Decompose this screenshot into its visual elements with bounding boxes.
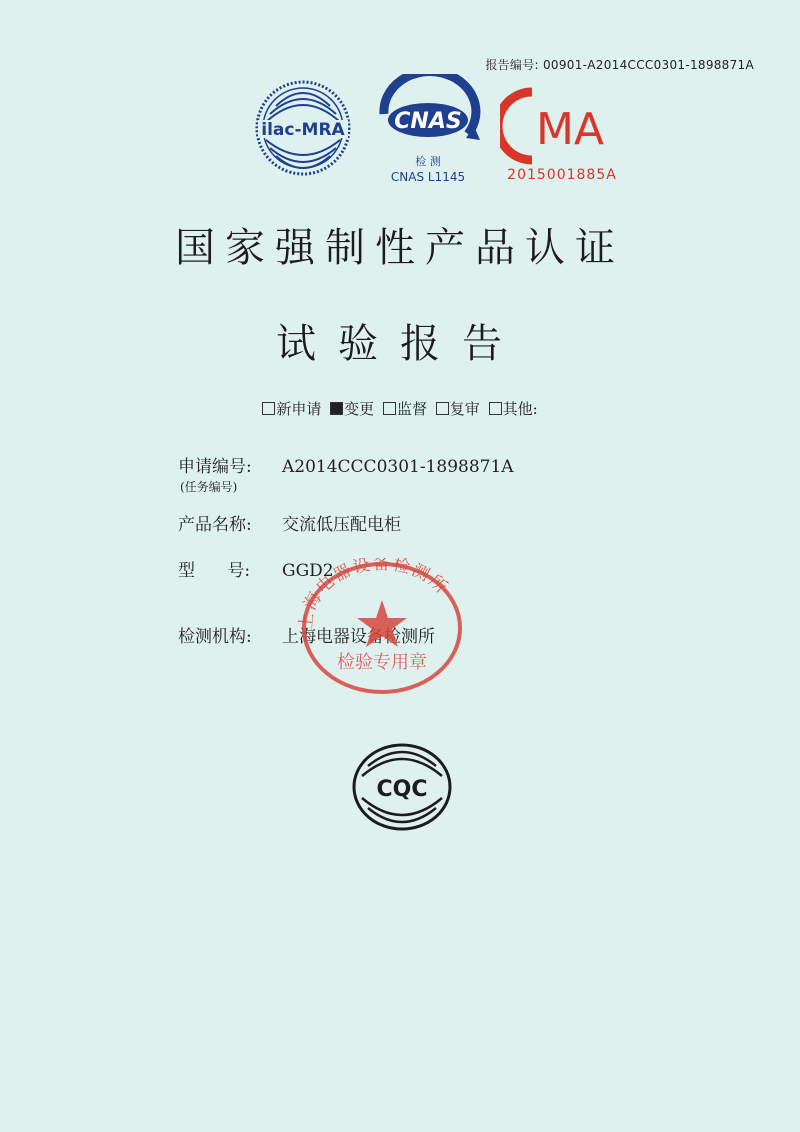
- testing-institution-label: 检测机构:: [178, 627, 252, 647]
- accreditation-logos: [0, 0, 800, 200]
- cqc-logo-text: CQC: [376, 777, 428, 802]
- cnas-sub-cn: 检 测: [415, 155, 441, 168]
- option-new-application[interactable]: 新申请: [262, 398, 321, 419]
- svg-text:上海电器设备检测所: 上海电器设备检测所: [296, 558, 453, 631]
- option-change[interactable]: 变更: [330, 398, 374, 419]
- report-subtitle: 试验报告: [276, 321, 524, 367]
- cnas-logo: [370, 74, 490, 186]
- application-number-label: 申请编号:: [178, 457, 252, 477]
- cma-logo: [500, 80, 630, 184]
- option-other[interactable]: 其他:: [489, 398, 538, 419]
- checked-box-icon: [330, 402, 343, 415]
- model-label: 型 号:: [178, 561, 251, 581]
- model-value: GGD2: [282, 561, 334, 581]
- certificate-title: 国家强制性产品认证: [175, 225, 625, 271]
- testing-institution-value: 上海电器设备检测所: [282, 627, 435, 647]
- svg-text:检验专用章: 检验专用章: [337, 652, 427, 673]
- product-name-field: [178, 510, 401, 535]
- checkbox-icon: [262, 402, 275, 415]
- application-type-options: [0, 398, 800, 419]
- cqc-logo: [350, 742, 454, 836]
- checkbox-icon: [383, 402, 396, 415]
- ilac-logo-text: ilac-MRA: [261, 120, 345, 140]
- cnas-logo-text: CNAS: [394, 109, 462, 134]
- cnas-code: CNAS L1145: [390, 170, 466, 184]
- task-number-label: (任务编号): [180, 480, 238, 494]
- official-seal-stamp: [296, 558, 468, 702]
- application-number-field: [178, 452, 514, 477]
- cma-logo-text: MA: [535, 104, 605, 155]
- cma-code: 2015001885A: [507, 167, 617, 183]
- report-number: 报告编号: 00901-A2014CCC0301-1898871A: [485, 58, 754, 72]
- application-number-value: A2014CCC0301-1898871A: [282, 457, 514, 477]
- product-name-label: 产品名称:: [178, 515, 252, 535]
- ilac-mra-logo: [244, 78, 362, 178]
- option-review[interactable]: 复审: [436, 398, 480, 419]
- checkbox-icon: [436, 402, 449, 415]
- product-name-value: 交流低压配电柜: [282, 515, 401, 535]
- option-supervision[interactable]: 监督: [383, 398, 427, 419]
- checkbox-icon: [489, 402, 502, 415]
